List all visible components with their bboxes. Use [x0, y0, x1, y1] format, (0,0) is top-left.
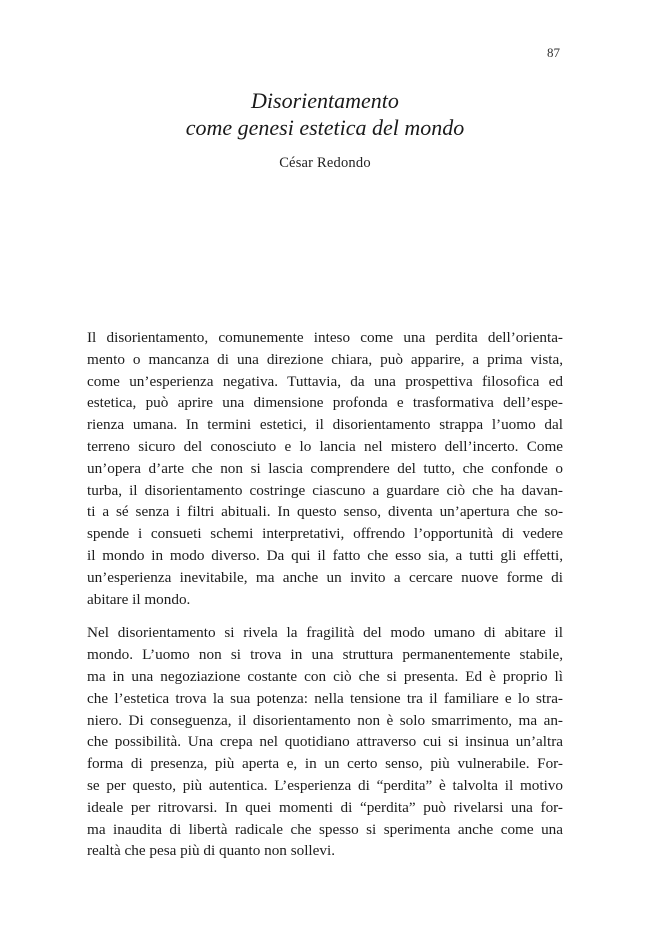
- text-line: mento o mancanza di una direzione chiara, può apparire, a prima vista,: [87, 350, 563, 368]
- text-line: terreno sicuro del conosciuto e lo lancia nel mistero dell’incerto. Come: [87, 437, 563, 455]
- text-line: mondo. L’uomo non si trova in una struttura permanentemente stabile,: [87, 646, 563, 664]
- text-line: niero. Di conseguenza, il disorientamento non è solo smarrimento, ma an-: [87, 711, 563, 729]
- text-line: ti a sé senza i filtri abituali. In questo senso, diventa un’apertura che so-: [87, 503, 563, 521]
- text-line: che l’estetica trova la sua potenza: nella tensione tra il familiare e lo stra-: [87, 689, 563, 707]
- paragraph-1: [87, 327, 563, 610]
- text-line: abitare il mondo.: [87, 590, 191, 608]
- text-line: spende i consueti schemi interpretativi, offrendo l’opportunità di vedere: [87, 525, 563, 543]
- text-line: come un’esperienza negativa. Tuttavia, da una prospettiva filosofica ed: [87, 372, 563, 390]
- text-line: ma in una negoziazione costante con ciò che si presenta. Ed è proprio lì: [87, 667, 563, 685]
- text-line: un’esperienza inevitabile, ma anche un invito a cercare nuove forme di: [87, 568, 563, 586]
- chapter-title-line-2: come genesi estetica del mondo: [185, 115, 465, 140]
- chapter-title-line-1: Disorientamento: [251, 88, 399, 113]
- text-line: ideale per ritrovarsi. In quei momenti di “perdita” può rivelarsi una for-: [87, 798, 563, 816]
- paragraph-2: [87, 622, 563, 862]
- text-line: forma di presenza, più aperta e, in un certo senso, più vulnerabile. For-: [87, 755, 563, 773]
- page-number: 87: [547, 45, 560, 60]
- text-line: realtà che pesa più di quanto non sollevi.: [87, 842, 335, 860]
- text-line: un’opera d’arte che non si lascia comprendere del tutto, che confonde o: [87, 459, 563, 477]
- text-line: ma inaudita di libertà radicale che spesso si sperimenta anche come una: [87, 820, 563, 838]
- chapter-title-block: [0, 87, 650, 172]
- author-name: César Redondo: [279, 155, 371, 171]
- text-line: se per questo, più autentica. L’esperienza di “perdita” è talvolta il motivo: [87, 776, 563, 794]
- text-line: Nel disorientamento si rivela la fragilità del modo umano di abitare il: [87, 624, 563, 642]
- text-line: Il disorientamento, comunemente inteso come una perdita dell’orienta-: [87, 329, 563, 346]
- text-line: il mondo in modo diverso. Da qui il fatto che esso sia, a tutti gli effetti,: [87, 546, 563, 564]
- body-text: [87, 327, 563, 862]
- text-line: turba, il disorientamento costringe ciascuno a guardare ciò che ha davan-: [87, 481, 563, 499]
- text-line: rienza umana. In termini estetici, il disorientamento strappa l’uomo dal: [87, 416, 563, 434]
- text-line: estetica, può aprire una dimensione profonda e trasformativa dell’espe-: [87, 394, 563, 412]
- text-line: che possibilità. Una crepa nel quotidiano attraverso cui si insinua un’altra: [87, 733, 563, 751]
